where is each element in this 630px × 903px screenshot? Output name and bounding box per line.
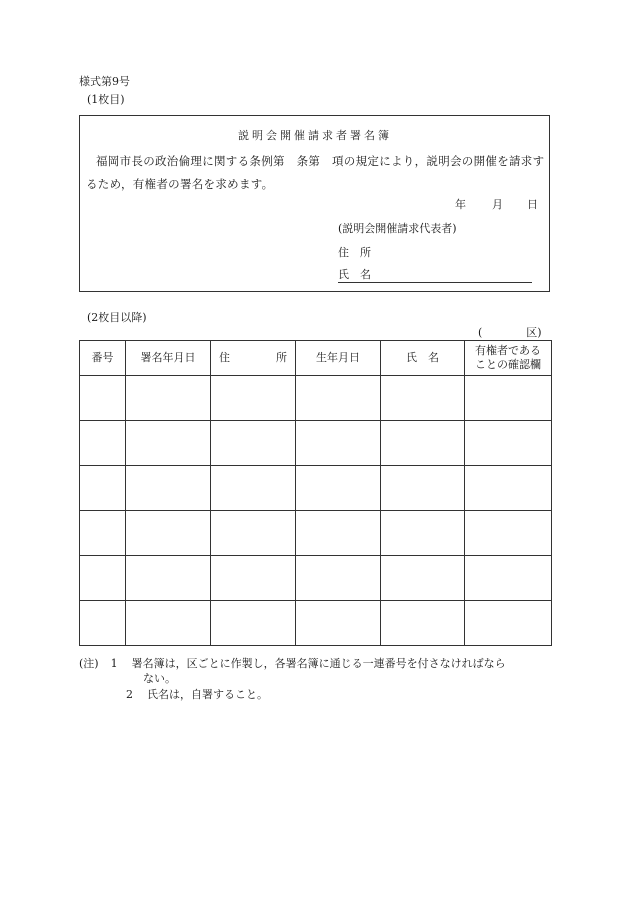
cell-birth-date[interactable]	[296, 466, 381, 511]
cell-name[interactable]	[381, 511, 465, 556]
table-header-row	[80, 341, 552, 376]
header-birth-date: 生年月日	[296, 341, 381, 376]
note-2	[126, 688, 268, 702]
date-line	[455, 198, 538, 212]
cell-address[interactable]	[211, 556, 296, 601]
cell-sign-date[interactable]	[126, 421, 211, 466]
table-row	[80, 376, 552, 421]
cell-name[interactable]	[381, 601, 465, 646]
note-prefix: (注)	[79, 657, 99, 670]
sheet2-label: (2枚目以降)	[87, 311, 147, 324]
table-row	[80, 511, 552, 556]
header-voter-confirm-line2: ことの確認欄	[475, 358, 541, 371]
date-day-field[interactable]: 日	[527, 198, 538, 211]
cell-voter-confirm[interactable]	[465, 421, 552, 466]
note-2-number: 2	[126, 688, 133, 701]
sheet1-label: (1枚目)	[87, 93, 125, 106]
signature-table	[79, 340, 552, 646]
cell-voter-confirm[interactable]	[465, 556, 552, 601]
cell-address[interactable]	[211, 466, 296, 511]
cell-birth-date[interactable]	[296, 556, 381, 601]
cell-voter-confirm[interactable]	[465, 601, 552, 646]
cell-birth-date[interactable]	[296, 421, 381, 466]
address-label: 住 所	[338, 246, 371, 259]
date-month-field[interactable]: 月	[492, 198, 503, 211]
representative-label: (説明会開催請求代表者)	[338, 222, 457, 235]
header-address-left: 住	[219, 351, 230, 364]
header-address-right: 所	[276, 351, 287, 364]
cell-number[interactable]	[80, 376, 126, 421]
header-voter-confirm-line1: 有権者である	[475, 344, 541, 357]
header-number: 番号	[80, 341, 126, 376]
cell-address[interactable]	[211, 376, 296, 421]
petition-text-line2: るため，有権者の署名を求めます。	[86, 177, 274, 191]
date-year-field[interactable]: 年	[455, 198, 466, 211]
table-row	[80, 601, 552, 646]
form-number: 様式第9号	[79, 75, 130, 88]
header-voter-confirm	[465, 341, 552, 376]
cell-voter-confirm[interactable]	[465, 376, 552, 421]
note-2-text: 氏名は，自署すること。	[147, 688, 268, 701]
cell-number[interactable]	[80, 601, 126, 646]
ward-label: ( 区)	[478, 326, 542, 339]
cell-sign-date[interactable]	[126, 466, 211, 511]
cell-name[interactable]	[381, 466, 465, 511]
note-1-text: 署名簿は，区ごとに作製し，各署名簿に通じる一連番号を付さなければなら	[131, 657, 506, 670]
cell-address[interactable]	[211, 421, 296, 466]
cell-address[interactable]	[211, 601, 296, 646]
note-1-continuation: ない。	[143, 672, 176, 685]
cell-voter-confirm[interactable]	[465, 466, 552, 511]
cell-sign-date[interactable]	[126, 376, 211, 421]
cell-birth-date[interactable]	[296, 511, 381, 556]
cell-number[interactable]	[80, 466, 126, 511]
table-row	[80, 421, 552, 466]
table-row	[80, 556, 552, 601]
table-row	[80, 466, 552, 511]
note-1-number: 1	[110, 657, 118, 670]
cell-sign-date[interactable]	[126, 556, 211, 601]
name-label: 氏 名	[338, 268, 371, 281]
cell-address[interactable]	[211, 511, 296, 556]
cell-name[interactable]	[381, 376, 465, 421]
cell-name[interactable]	[381, 556, 465, 601]
header-name: 氏 名	[381, 341, 465, 376]
cell-sign-date[interactable]	[126, 601, 211, 646]
cell-birth-date[interactable]	[296, 601, 381, 646]
cell-name[interactable]	[381, 421, 465, 466]
petition-text-line1: 福岡市長の政治倫理に関する条例第 条第 項の規定により，説明会の開催を請求す	[96, 154, 545, 168]
cell-number[interactable]	[80, 421, 126, 466]
cell-number[interactable]	[80, 556, 126, 601]
cell-voter-confirm[interactable]	[465, 511, 552, 556]
petition-title: 説明会開催請求者署名簿	[238, 129, 392, 142]
header-address	[211, 341, 296, 376]
cell-sign-date[interactable]	[126, 511, 211, 556]
note-1	[79, 657, 506, 671]
name-signature-line[interactable]	[338, 282, 532, 283]
cell-number[interactable]	[80, 511, 126, 556]
cell-birth-date[interactable]	[296, 376, 381, 421]
header-sign-date: 署名年月日	[126, 341, 211, 376]
